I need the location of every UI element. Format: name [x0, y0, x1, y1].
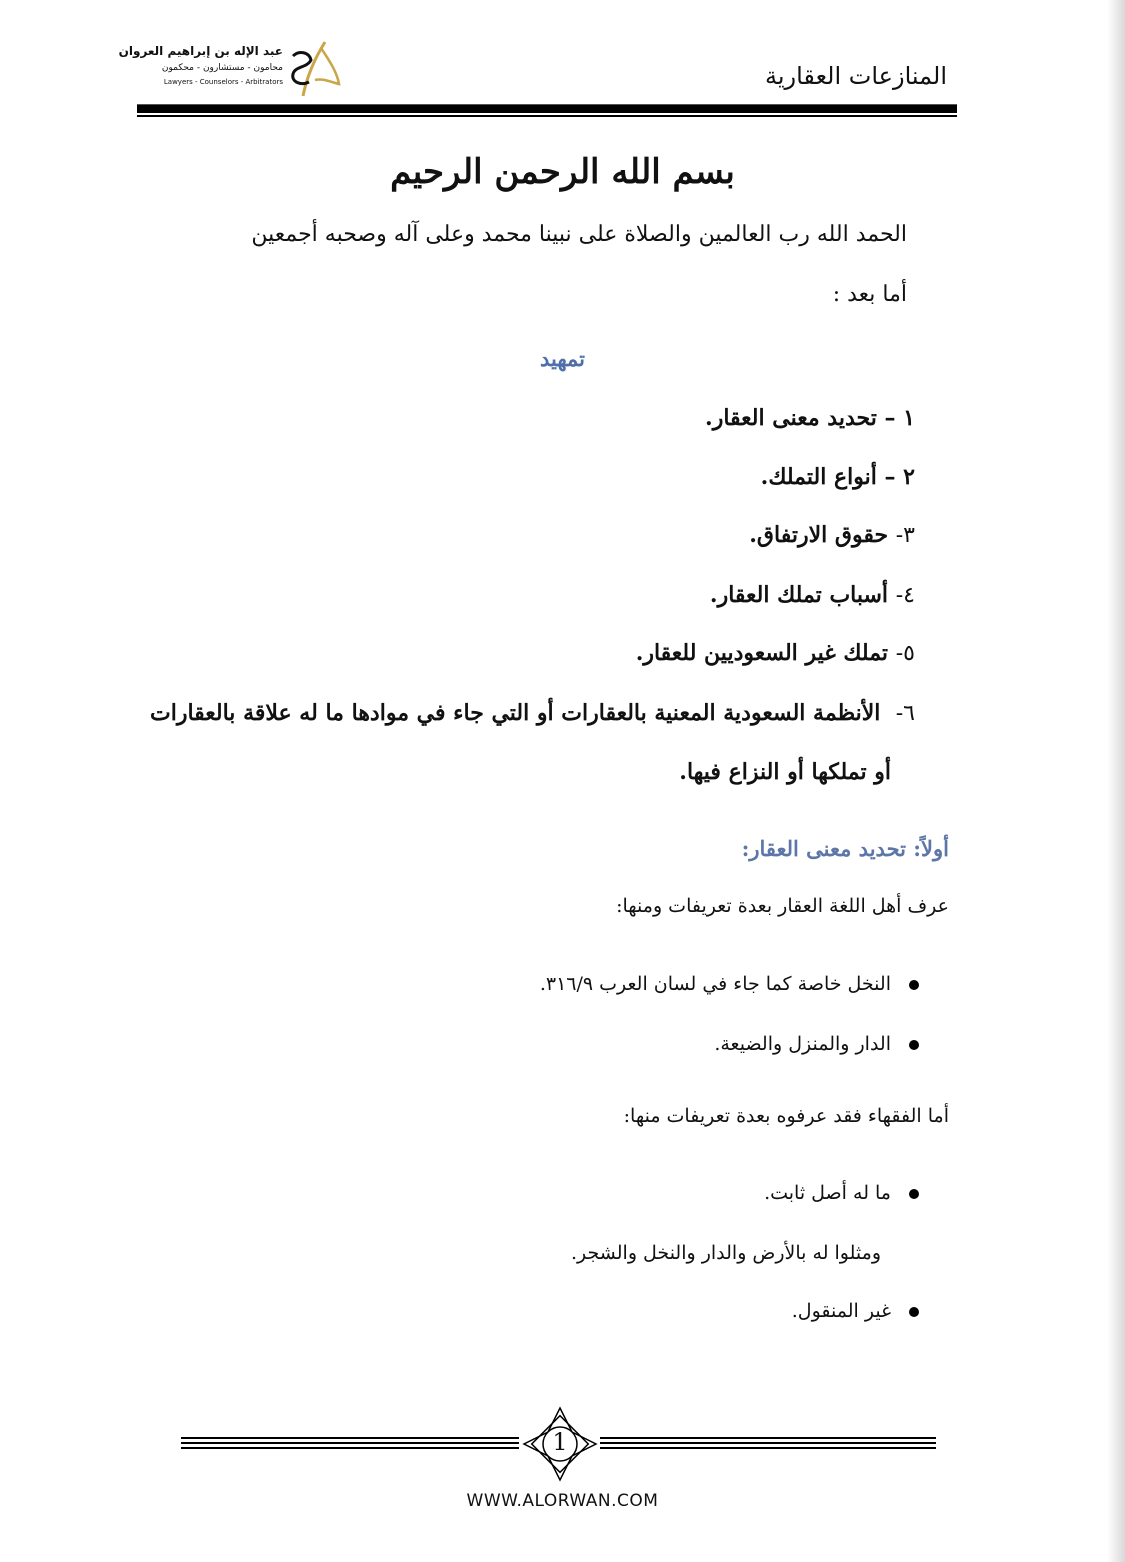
logo-firm-english: Lawyers - Counselors - Arbitrators: [163, 78, 283, 86]
firm-logo: [118, 38, 355, 100]
amma-baad: أما بعد :: [832, 282, 907, 307]
outline-item-continuation: أو تملكها أو النزاع فيها.: [679, 759, 891, 785]
outline-item: ٤- أسباب تملك العقار.: [709, 582, 915, 608]
fiqh-note: ومثلوا له بالأرض والدار والنخل والشجر.: [571, 1242, 881, 1264]
outline-item: ٦- الأنظمة السعودية المعنية بالعقارات أو التي جاء في موادها ما له علاقة بالعقارات: [150, 700, 915, 726]
fiqh-definition-intro: أما الفقهاء فقد عرفوه بعدة تعريفات منها:: [623, 1105, 949, 1127]
bullet-icon: [909, 1040, 919, 1050]
tamheed-heading: تمهيد: [539, 346, 585, 371]
bullet-icon: [909, 1189, 919, 1199]
intro-paragraph: الحمد الله رب العالمين والصلاة على نبينا محمد وعلى آله وصحبه أجمعين: [251, 222, 907, 247]
bullet-icon: [909, 1307, 919, 1317]
list-item: غير المنقول.: [792, 1300, 919, 1322]
logo-firm-subtitle: محامون - مستشارون - محكمون: [161, 63, 283, 73]
header-rule: [137, 104, 957, 113]
basmala: بسم الله الرحمن الرحيم: [390, 152, 735, 192]
page-number: 1: [552, 1428, 568, 1456]
outline-item: ٥- تملك غير السعوديين للعقار.: [635, 640, 915, 666]
list-item: ما له أصل ثابت.: [764, 1182, 919, 1204]
logo-monogram-icon: [285, 38, 345, 100]
header-rule-thin: [137, 115, 957, 117]
lang-definition-intro: عرف أهل اللغة العقار بعدة تعريفات ومنها:: [616, 895, 949, 917]
page-edge-shadow: [1107, 0, 1125, 1562]
section-heading: أولاً: تحديد معنى العقار:: [741, 836, 949, 861]
footer-rule-right: [600, 1437, 936, 1451]
footer-rule-left: [181, 1437, 519, 1451]
footer-url: WWW.ALORWAN.COM: [466, 1491, 659, 1511]
outline-item: ٢ – أنواع التملك.: [760, 464, 915, 490]
outline-item: ١ – تحديد معنى العقار.: [705, 405, 915, 431]
outline-item: ٣- حقوق الارتفاق.: [749, 522, 915, 548]
header-title: المنازعات العقارية: [764, 62, 947, 90]
logo-firm-name: عبد الإله بن إبراهيم العروان: [118, 44, 283, 58]
list-item: الدار والمنزل والضيعة.: [714, 1033, 919, 1055]
bullet-icon: [909, 980, 919, 990]
list-item: النخل خاصة كما جاء في لسان العرب ٣١٦/٩.: [540, 973, 919, 995]
